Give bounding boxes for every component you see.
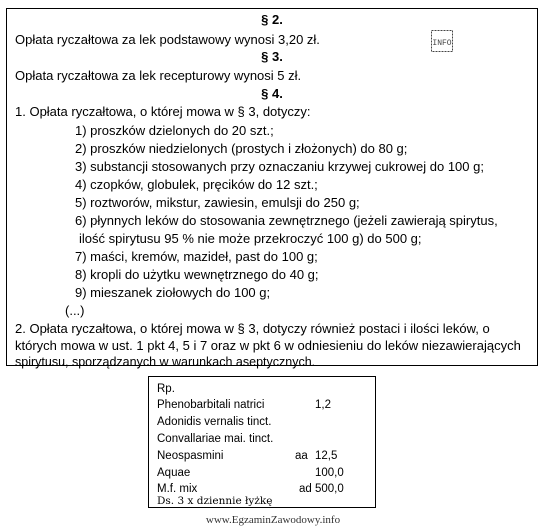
- point-2-line-2: których mowa w ust. 1 pkt 4, 5 i 7 oraz w pkt 6 w odniesieniu do leków niezawierających: [15, 338, 521, 353]
- ingredient-name: M.f. mix: [157, 483, 198, 495]
- ingredient-name: Neospasmini: [157, 450, 224, 462]
- point-1-intro: 1. Opłata ryczałtowa, o której mowa w § 3, dotyczy:: [15, 104, 311, 119]
- ingredient-amount: 100,0: [315, 467, 344, 479]
- section-3-heading: § 3.: [261, 49, 283, 64]
- ingredient-prefix: aa: [295, 450, 308, 462]
- ingredient-amount: 1,2: [315, 399, 331, 411]
- svg-text:INFO: INFO: [432, 39, 452, 48]
- rp-label: Rp.: [157, 383, 175, 395]
- list-item: 1) proszków dzielonych do 20 szt.;: [75, 123, 274, 138]
- list-item: 3) substancji stosowanych przy oznaczaniu krzywej cukrowej do 100 g;: [75, 159, 484, 174]
- signature-line: Ds. 3 x dziennie łyżkę: [157, 495, 273, 507]
- section-2-text: Opłata ryczałtowa za lek podstawowy wynosi 3,20 zł.: [15, 32, 320, 47]
- list-item: 6) płynnych leków do stosowania zewnętrznego (jeżeli zawierają spirytus,: [75, 213, 498, 228]
- list-item: 2) proszków niedzielonych (prostych i złożonych) do 80 g;: [75, 141, 408, 156]
- ingredient-name: Adonidis vernalis tinct.: [157, 416, 272, 428]
- ellipsis: (...): [65, 303, 85, 318]
- list-item-continuation: ilość spirytusu 95 % nie może przekroczyć 100 g) do 500 g;: [79, 231, 422, 246]
- point-2-line-1: 2. Opłata ryczałtowa, o której mowa w § 3, dotyczy również postaci i ilości leków, o: [15, 321, 490, 336]
- ingredient-name: Phenobarbitali natrici: [157, 399, 265, 411]
- ingredient-amount: 500,0: [315, 483, 344, 495]
- list-item: 9) mieszanek ziołowych do 100 g;: [75, 285, 271, 300]
- section-3-text: Opłata ryczałtowa za lek recepturowy wynosi 5 zł.: [15, 68, 302, 83]
- point-2-line-3: spirytusu, sporządzanych w warunkach aseptycznych.: [15, 355, 316, 369]
- section-4-heading: § 4.: [261, 86, 283, 101]
- footer-url[interactable]: www.EgzaminZawodowy.info: [205, 514, 341, 526]
- ingredient-prefix: ad: [299, 483, 312, 495]
- ingredient-name: Convallariae mai. tinct.: [157, 433, 274, 445]
- list-item: 4) czopków, globulek, pręcików do 12 szt.;: [75, 177, 318, 192]
- prescription-box: [148, 376, 376, 508]
- list-item: 7) maści, kremów, mazideł, past do 100 g;: [75, 249, 318, 264]
- ingredient-amount: 12,5: [315, 450, 338, 462]
- regulation-box: [6, 8, 538, 369]
- list-item: 8) kropli do użytku wewnętrznego do 40 g;: [75, 267, 319, 282]
- section-2-heading: § 2.: [261, 12, 283, 27]
- list-item: 5) roztworów, mikstur, zawiesin, emulsji do 250 g;: [75, 195, 360, 210]
- ingredient-name: Aquae: [157, 467, 191, 479]
